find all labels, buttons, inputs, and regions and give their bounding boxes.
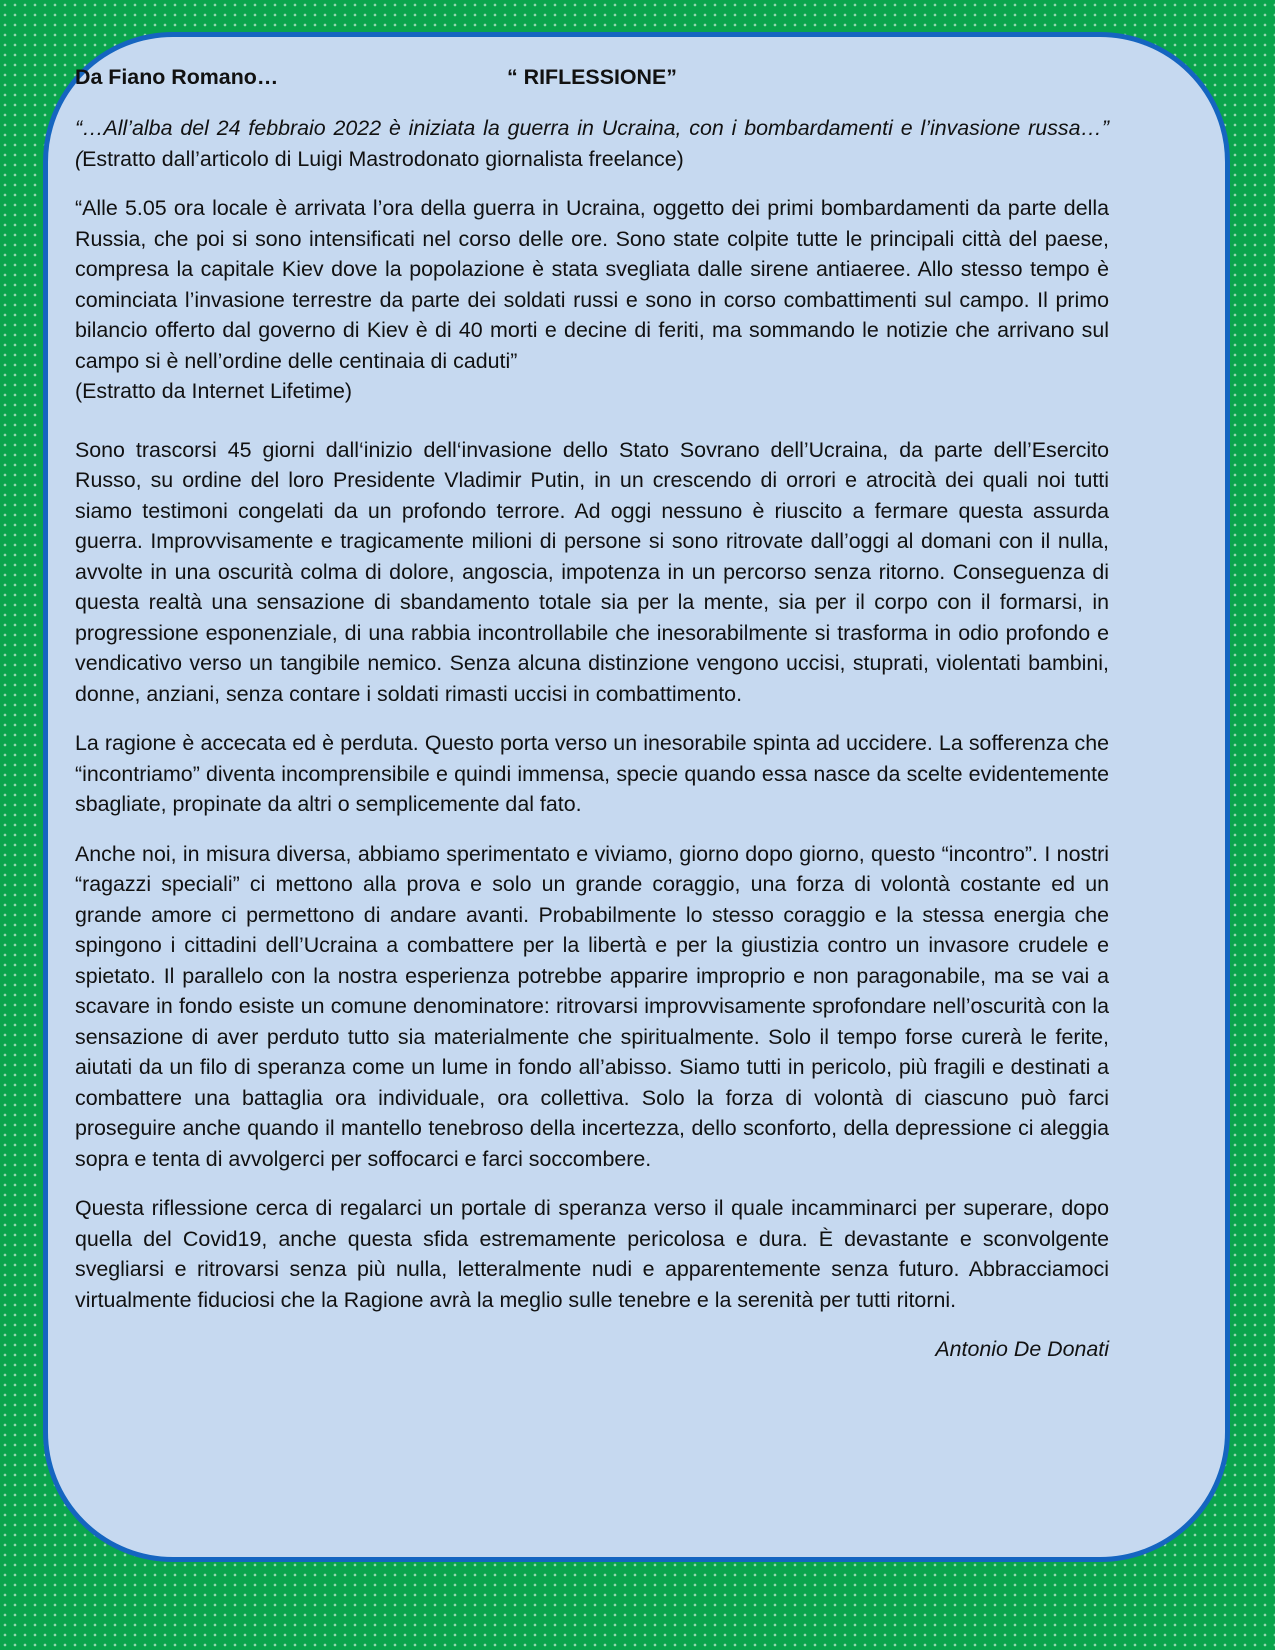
page-title: “ RIFLESSIONE” <box>507 65 677 89</box>
intro-paragraph <box>75 113 1109 174</box>
body-paragraph-1: Sono trascorsi 45 giorni dall‘inizio dell‘invasione dello Stato Sovrano dell’Ucraina, da parte dell’Esercito Russo, su ordine del loro Presidente Vladimir Putin, in un crescendo di orrori e atrocità dei quali noi tutti siamo testimoni congelati da un profondo terrore. Ad oggi nessuno è riuscito a fermare questa assurda guerra. Improvvisamente e tragicamente milioni di persone si sono ritrovate dall’oggi al domani con il nulla, avvolte in una oscurità colma di dolore, angoscia, impotenza in un percorso senza ritorno. Conseguenza di questa realtà una sensazione di sbandamento totale sia per la mente, sia per il corpo con il formarsi, in progressione esponenziale, di una rabbia incontrollabile che inesorabilmente si trasforma in odio profondo e vendicativo verso un tangibile nemico. Senza alcuna distinzione vengono uccisi, stuprati, violentati bambini, donne, anziani, senza contare i soldati rimasti uccisi in combattimento. <box>75 437 1109 706</box>
body-paragraph-3: Anche noi, in misura diversa, abbiamo sperimentato e viviamo, giorno dopo giorno, questo “incontro”. I nostri “ragazzi speciali” ci mettono alla prova e solo un grande coraggio, una forza di volontà costante ed un grande amore ci permettono di andare avanti. Probabilmente lo stesso coraggio e la stessa energia che spingono i cittadini dell’Ucraina a combattere per la libertà e per la giustizia contro un invasore crudele e spietato. Il parallelo con la nostra esperienza potrebbe apparire improprio e non paragonabile, ma se vai a scavare in fondo esiste un comune denominatore: ritrovarsi improvvisamente sprofondare nell’oscurità con la sensazione di aver perduto tutto sia materialmente che spiritualmente. Solo il tempo forse curerà le ferite, aiutati da un filo di speranza come un lume in fondo all’abisso. Siamo tutti in pericolo, più fragili e destinati a combattere una battaglia ora individuale, ora collettiva. Solo la forza di volontà di ciascuno può farci proseguire anche quando il mantello tenebroso della incertezza, dello sconforto, della depressione ci aleggia sopra e tenta di avvolgerci per soffocarci e farci soccombere. <box>75 841 1109 1171</box>
article-header <box>75 62 1109 92</box>
article <box>75 62 1109 1365</box>
author-signature: Antonio De Donati <box>935 1337 1109 1361</box>
intro-source: Estratto dall’articolo di Luigi Mastrodonato giornalista freelance) <box>82 146 684 171</box>
quote-paragraph: “Alle 5.05 ora locale è arrivata l’ora della guerra in Ucraina, oggetto dei primi bombardamenti da parte della Russia, che poi si sono intensificati nel corso delle ore. Sono state colpite tutte le principali città del paese, compresa la capitale Kiev dove la popolazione è stata svegliata dalle sirene antiaeree. Allo stesso tempo è cominciata l’invasione terrestre da parte dei soldati russi e sono in corso combattimenti sul campo. Il primo bilancio offerto dal governo di Kiev è di 40 morti e decine di feriti, ma sommando le notizie che arrivano sul campo si è nell’ordine delle centinaia di caduti” <box>75 196 1109 373</box>
intro-quote: “…All’alba del 24 febbraio 2022 è iniziata la guerra in Ucraina, con i bombardamenti e l’invasione russa…” ( <box>75 116 1109 171</box>
body-paragraph-2: La ragione è accecata ed è perduta. Questo porta verso un inesorabile spinta ad uccidere. La sofferenza che “incontriamo” diventa incomprensibile e quindi immensa, specie quando essa nasce da scelte evidentemente sbagliate, propinate da altri o semplicemente dal fato. <box>75 731 1109 816</box>
header-location: Da Fiano Romano… <box>75 65 279 89</box>
body-paragraph-4: Questa riflessione cerca di regalarci un portale di speranza verso il quale incamminarci per superare, dopo quella del Covid19, anche questa sfida estremamente pericolosa e dura. È devastante e sconvolgente svegliarsi e ritrovarsi senza più nulla, letteralmente nudi e apparentemente senza futuro. Abbracciamoci virtualmente fiduciosi che la Ragione avrà la meglio sulle tenebre e la serenità per tutti ritorni. <box>75 1196 1109 1312</box>
quote-source: (Estratto da Internet Lifetime) <box>75 379 353 403</box>
